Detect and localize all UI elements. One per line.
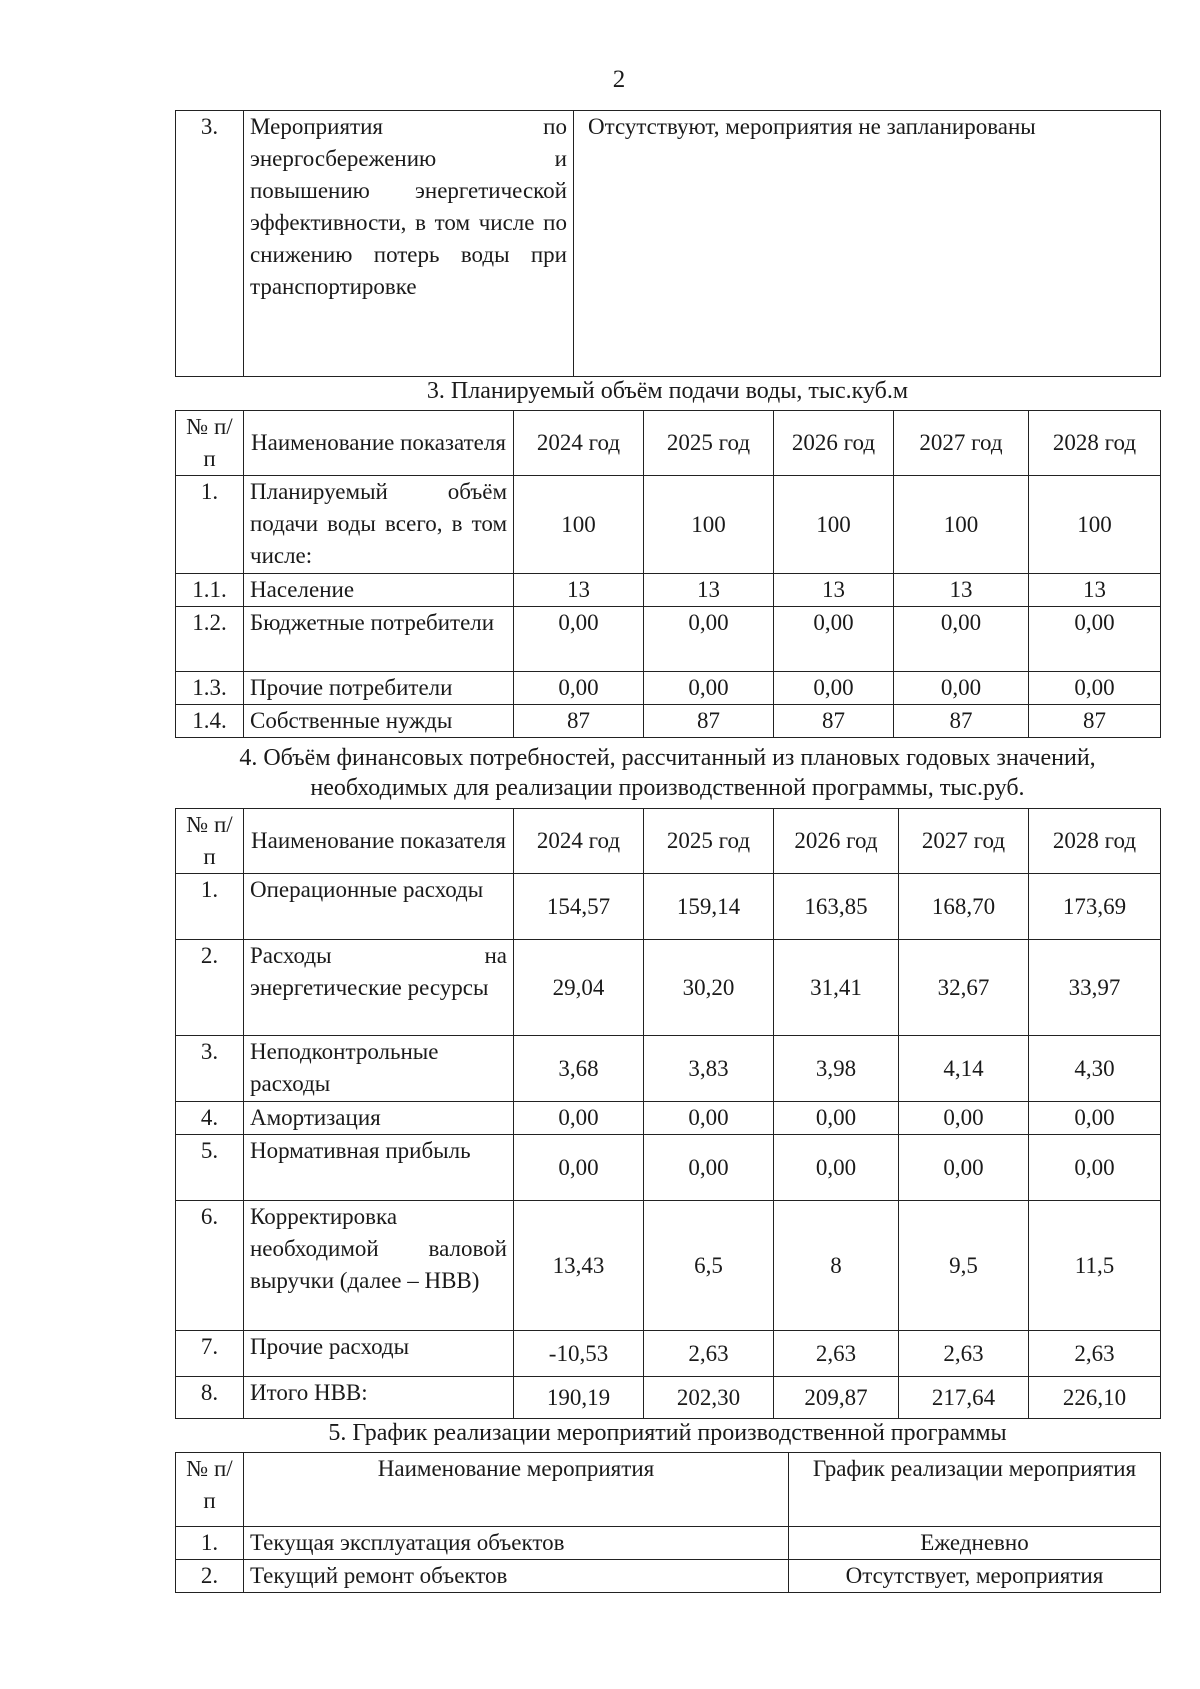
row-value: 3,83 — [644, 1036, 774, 1102]
table-row — [176, 1527, 1161, 1560]
row-name: Текущий ремонт объектов — [244, 1560, 789, 1593]
row-number: 6. — [176, 1201, 244, 1331]
row-value: 100 — [894, 476, 1029, 574]
table-row — [176, 874, 1161, 940]
row-value: 3,98 — [774, 1036, 899, 1102]
schedule-table — [175, 1452, 1161, 1593]
header-year: 2028 год — [1029, 411, 1161, 476]
row-value: 87 — [514, 705, 644, 738]
row-name: Итого НВВ: — [244, 1377, 514, 1419]
measures-table — [175, 110, 1161, 377]
row-value: 13,43 — [514, 1201, 644, 1331]
row-value: 154,57 — [514, 874, 644, 940]
table-row — [176, 574, 1161, 607]
row-number: 1. — [176, 476, 244, 574]
header-number: № п/п — [176, 1453, 244, 1527]
row-number: 7. — [176, 1331, 244, 1377]
row-number: 3. — [176, 1036, 244, 1102]
row-value: 226,10 — [1029, 1377, 1161, 1419]
table-row — [176, 705, 1161, 738]
row-value: 87 — [1029, 705, 1161, 738]
row-value: 0,00 — [644, 1135, 774, 1201]
row-name: Операционные расходы — [244, 874, 514, 940]
table-row — [176, 1377, 1161, 1419]
row-value: 217,64 — [899, 1377, 1029, 1419]
row-number: 8. — [176, 1377, 244, 1419]
row-number: 1.2. — [176, 607, 244, 672]
row-value: 2,63 — [899, 1331, 1029, 1377]
row-value: 87 — [774, 705, 894, 738]
table-row — [176, 1036, 1161, 1102]
row-name: Мероприятия по энергосбережению и повышению энергетической эффективности, в том числе по снижению потерь воды при транспортировке — [244, 111, 574, 377]
header-name: Наименование показателя — [244, 809, 514, 874]
row-value: 0,00 — [894, 607, 1029, 672]
row-number: 2. — [176, 1560, 244, 1593]
header-name: Наименование мероприятия — [244, 1453, 789, 1527]
row-value: 0,00 — [514, 1102, 644, 1135]
table-row — [176, 1201, 1161, 1331]
header-year: 2027 год — [894, 411, 1029, 476]
row-value: 2,63 — [774, 1331, 899, 1377]
row-value: 9,5 — [899, 1201, 1029, 1331]
header-year: 2026 год — [774, 411, 894, 476]
row-value: 13 — [894, 574, 1029, 607]
header-year: 2028 год — [1029, 809, 1161, 874]
row-value: 0,00 — [514, 672, 644, 705]
section-5-title: 5. График реализации мероприятий производственной программы — [328, 1420, 1007, 1446]
header-number: № п/п — [176, 809, 244, 874]
row-value: 29,04 — [514, 940, 644, 1036]
row-value: 0,00 — [774, 1135, 899, 1201]
water-volume-table — [175, 410, 1161, 738]
header-number: № п/п — [176, 411, 244, 476]
table-header-row — [176, 809, 1161, 874]
row-value: 100 — [644, 476, 774, 574]
row-value: 31,41 — [774, 940, 899, 1036]
row-value: 0,00 — [514, 1135, 644, 1201]
row-number: 1.3. — [176, 672, 244, 705]
row-name: Амортизация — [244, 1102, 514, 1135]
row-number: 3. — [176, 111, 244, 377]
row-value: 11,5 — [1029, 1201, 1161, 1331]
header-schedule: График реализации мероприятия — [789, 1453, 1161, 1527]
row-name: Нормативная прибыль — [244, 1135, 514, 1201]
row-value: 0,00 — [894, 672, 1029, 705]
header-year: 2024 год — [514, 809, 644, 874]
row-value: 4,14 — [899, 1036, 1029, 1102]
table-header-row — [176, 411, 1161, 476]
financial-needs-table — [175, 808, 1161, 1419]
row-value: 87 — [644, 705, 774, 738]
row-name: Неподконтрольные расходы — [244, 1036, 514, 1102]
header-year: 2026 год — [774, 809, 899, 874]
row-value: 13 — [514, 574, 644, 607]
row-value: 0,00 — [774, 672, 894, 705]
row-value: 33,97 — [1029, 940, 1161, 1036]
table-row — [176, 111, 1161, 377]
table-row — [176, 1560, 1161, 1593]
row-value: 3,68 — [514, 1036, 644, 1102]
row-value: Отсутствуют, мероприятия не запланированы — [574, 111, 1161, 377]
row-name: Текущая эксплуатация объектов — [244, 1527, 789, 1560]
table-row — [176, 1102, 1161, 1135]
row-number: 1.4. — [176, 705, 244, 738]
row-value: 0,00 — [1029, 672, 1161, 705]
row-value: 0,00 — [1029, 1135, 1161, 1201]
page-number: 2 — [612, 66, 626, 93]
row-value: 173,69 — [1029, 874, 1161, 940]
row-value: 0,00 — [774, 607, 894, 672]
row-value: 13 — [1029, 574, 1161, 607]
row-value: 30,20 — [644, 940, 774, 1036]
row-value: 0,00 — [774, 1102, 899, 1135]
row-value: 202,30 — [644, 1377, 774, 1419]
table-row — [176, 672, 1161, 705]
row-value: 4,30 — [1029, 1036, 1161, 1102]
row-number: 1. — [176, 874, 244, 940]
row-value: 190,19 — [514, 1377, 644, 1419]
header-year: 2027 год — [899, 809, 1029, 874]
row-name: Население — [244, 574, 514, 607]
row-value: 13 — [644, 574, 774, 607]
row-value: 32,67 — [899, 940, 1029, 1036]
section-4-title: 4. Объём финансовых потребностей, рассчитанный из плановых годовых значений, необходимых для реализации производственной программы, тыс.руб. — [239, 745, 1096, 801]
row-name: Планируемый объём подачи воды всего, в том числе: — [244, 476, 514, 574]
row-number: 1. — [176, 1527, 244, 1560]
row-value: 8 — [774, 1201, 899, 1331]
table-row — [176, 607, 1161, 672]
table-header-row — [176, 1453, 1161, 1527]
header-year: 2024 год — [514, 411, 644, 476]
header-name: Наименование показателя — [244, 411, 514, 476]
row-schedule: Ежедневно — [789, 1527, 1161, 1560]
row-value: 0,00 — [1029, 607, 1161, 672]
row-name: Прочие потребители — [244, 672, 514, 705]
row-value: 6,5 — [644, 1201, 774, 1331]
row-schedule: Отсутствует, мероприятия — [789, 1560, 1161, 1593]
row-value: 0,00 — [644, 672, 774, 705]
row-name: Корректировка необходимой валовой выручки (далее – НВВ) — [244, 1201, 514, 1331]
row-value: 209,87 — [774, 1377, 899, 1419]
header-year: 2025 год — [644, 809, 774, 874]
row-value: 2,63 — [1029, 1331, 1161, 1377]
table-row — [176, 1331, 1161, 1377]
row-value: 100 — [514, 476, 644, 574]
row-value: 13 — [774, 574, 894, 607]
row-name: Прочие расходы — [244, 1331, 514, 1377]
row-value: 163,85 — [774, 874, 899, 940]
row-name: Собственные нужды — [244, 705, 514, 738]
row-value: -10,53 — [514, 1331, 644, 1377]
row-value: 0,00 — [644, 607, 774, 672]
row-number: 1.1. — [176, 574, 244, 607]
row-value: 0,00 — [1029, 1102, 1161, 1135]
row-value: 0,00 — [899, 1102, 1029, 1135]
row-value: 0,00 — [644, 1102, 774, 1135]
row-name: Бюджетные потребители — [244, 607, 514, 672]
row-value: 168,70 — [899, 874, 1029, 940]
row-value: 159,14 — [644, 874, 774, 940]
row-value: 2,63 — [644, 1331, 774, 1377]
row-number: 5. — [176, 1135, 244, 1201]
table-row — [176, 476, 1161, 574]
table-row — [176, 1135, 1161, 1201]
row-value: 100 — [774, 476, 894, 574]
row-number: 2. — [176, 940, 244, 1036]
row-value: 87 — [894, 705, 1029, 738]
row-value: 0,00 — [514, 607, 644, 672]
header-year: 2025 год — [644, 411, 774, 476]
section-3-title: 3. Планируемый объём подачи воды, тыс.куб.м — [426, 378, 909, 404]
row-value: 100 — [1029, 476, 1161, 574]
row-value: 0,00 — [899, 1135, 1029, 1201]
row-name: Расходы на энергетические ресурсы — [244, 940, 514, 1036]
table-row — [176, 940, 1161, 1036]
row-number: 4. — [176, 1102, 244, 1135]
